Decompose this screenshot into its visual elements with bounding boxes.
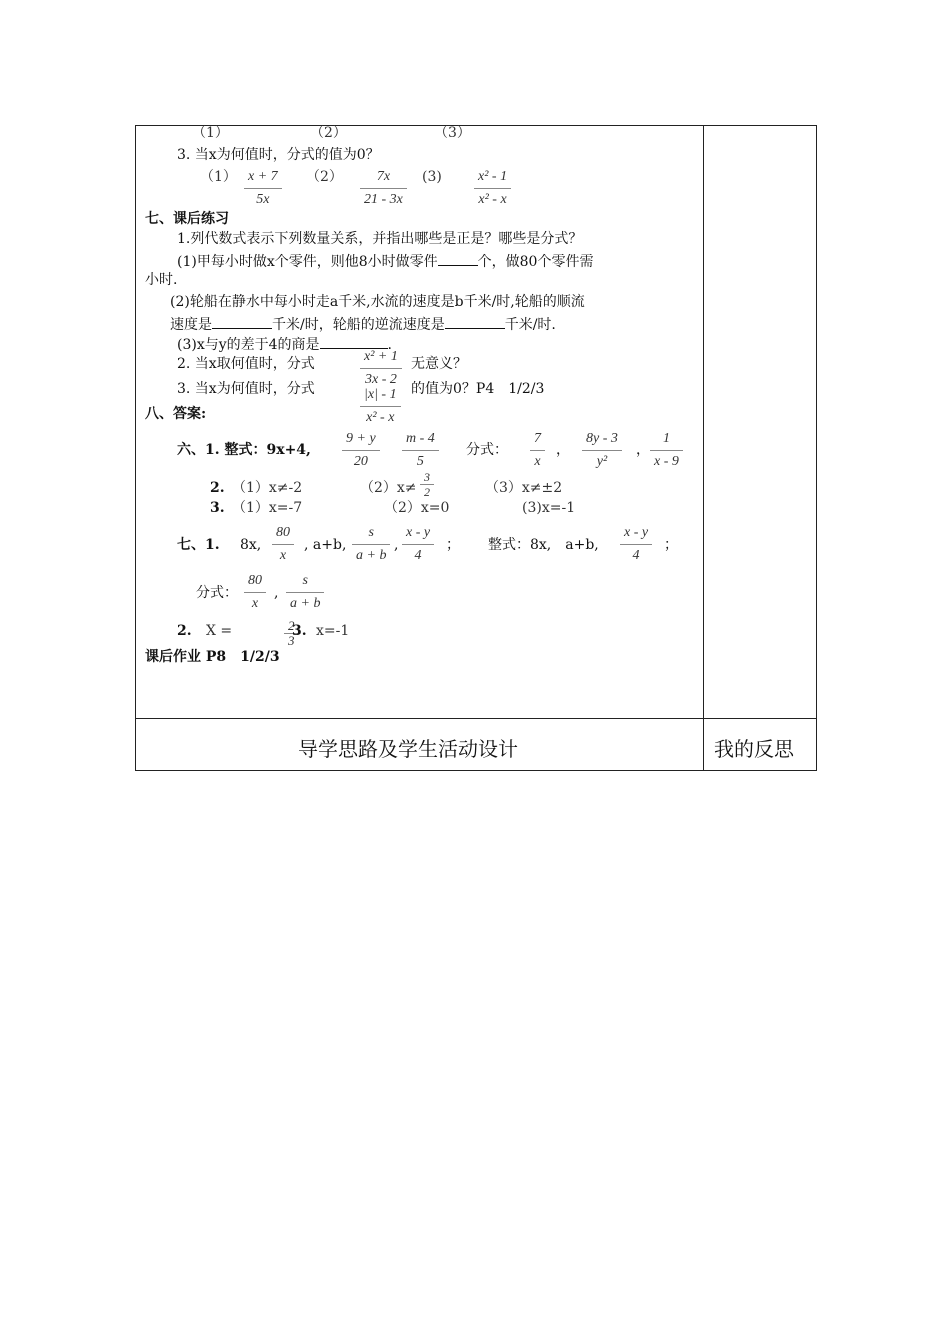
answer-7-fraction-1 (272, 524, 294, 565)
q3-fraction-1 (244, 168, 282, 209)
text: . (387, 337, 392, 353)
denominator: x (279, 548, 287, 563)
exercise-1-2: (2)轮船在静水中每小时走a千米,水流的速度是b千米/时,轮船的顺流 (170, 294, 585, 310)
answer-7-fraction-2 (352, 524, 390, 565)
text: 六、1. 整式：9x+4, (177, 442, 311, 458)
exercise-1: 1.列代数式表示下列数量关系，并指出哪些是正是？哪些是分式？ (177, 231, 583, 247)
numerator: 7 (534, 431, 541, 446)
section-7-heading: 七、课后练习 (145, 211, 229, 227)
q3-fraction-2 (360, 168, 407, 209)
answer-7-fraction-6 (286, 572, 324, 613)
option-2: （2） (310, 125, 347, 141)
denominator: a + b (356, 548, 387, 563)
answer-6-3a: （1）x=-7 (232, 500, 303, 516)
footer-right-heading: 我的反思 (714, 737, 794, 761)
numerator: 1 (662, 431, 670, 446)
denominator: 21 - 3x (364, 192, 403, 207)
answer-7-1-label: 七、1. (177, 537, 220, 553)
numerator: x - y (624, 525, 649, 540)
exercise-3-text: 3. 当x为何值时，分式 (177, 381, 315, 397)
numerator: x² - 1 (478, 169, 508, 184)
denominator: 3 (288, 633, 295, 648)
numerator: x² + 1 (364, 349, 398, 364)
q3-fraction-3 (474, 168, 511, 209)
answer-6-3-label: 3. (210, 500, 225, 516)
numerator: s (368, 525, 374, 540)
answer-6-2b-fraction (420, 471, 434, 498)
answer-6-3b: （2）x=0 (384, 500, 450, 516)
q3-label-2: （2） (306, 169, 343, 185)
denominator: 5x (256, 192, 270, 207)
homework-note: 课后作业 P8 1/2/3 (145, 649, 280, 665)
answer-7-2a: X = (206, 623, 233, 639)
denominator: x (251, 596, 259, 611)
option-1: （1） (192, 125, 229, 141)
numerator: 3 (424, 470, 430, 484)
answer-7-b: , a+b, (304, 537, 347, 553)
answer-7-fraction-5 (244, 572, 266, 613)
text: 速度是 (170, 317, 212, 333)
numerator: x + 7 (248, 169, 278, 184)
option-3: （3） (434, 125, 471, 141)
answer-6-2b: （2）x≠ (360, 480, 417, 496)
denominator: x² - x (366, 410, 395, 425)
numerator: m - 4 (406, 431, 435, 446)
exercise-3-fraction (360, 386, 401, 427)
denominator: 3x - 2 (364, 372, 397, 387)
denominator: y² (596, 454, 608, 469)
numerator: x - y (406, 525, 431, 540)
exercise-2-text: 2. 当x取何值时，分式 (177, 356, 315, 372)
answer-6-fraction-3 (530, 430, 545, 471)
answer-6-fraction-4 (582, 430, 622, 471)
exercise-2-suffix: 无意义？ (411, 356, 467, 372)
numerator: 9 + y (346, 431, 376, 446)
answer-7-2-label: 2. (177, 623, 192, 639)
answer-blank (438, 251, 478, 266)
answer-7-fraction-label: 分式： (196, 585, 238, 601)
answer-6-fraction-1 (342, 430, 380, 471)
answer-blank (320, 334, 388, 349)
separator: , (274, 585, 279, 601)
numerator: 2 (288, 618, 295, 633)
answer-7-fraction-3 (402, 524, 434, 565)
section-8-heading: 八、答案: (145, 406, 207, 422)
denominator: 4 (414, 548, 422, 563)
question-3-text: 3. 当x为何值时，分式的值为0？ (177, 147, 380, 163)
text: 千米/时，轮船的逆流速度是 (272, 317, 445, 333)
answer-6-1-label (177, 441, 311, 459)
q3-label-1: （1） (200, 169, 237, 185)
q3-label-3: (3) (422, 169, 442, 185)
separator: ， (556, 442, 570, 458)
numerator: 7x (376, 169, 391, 184)
exercise-1-1-cont: 小时. (145, 272, 178, 288)
text: (3)x与y的差于4的商是 (177, 337, 320, 353)
numerator: 8y - 3 (586, 431, 618, 446)
denominator: x² - x (478, 192, 507, 207)
separator: ； (664, 537, 678, 553)
text: 个，做80个零件需 (477, 254, 594, 270)
text: 千米/时. (504, 317, 556, 333)
denominator: a + b (290, 596, 321, 611)
answer-7-integer-label: 整式：8x, a+b, (488, 537, 599, 553)
denominator: 5 (416, 454, 424, 469)
answer-6-2c: （3）x≠±2 (485, 480, 563, 496)
denominator: x (534, 454, 541, 469)
answer-blank (212, 314, 272, 329)
separator: ， (636, 442, 650, 458)
text: (1)甲每小时做x个零件，则他8小时做零件 (177, 254, 438, 270)
denominator: 2 (424, 485, 430, 499)
answer-7-fraction-4 (620, 524, 652, 565)
exercise-2-fraction (360, 348, 402, 389)
answer-7-3-label: 3. (292, 623, 307, 639)
answer-6-fraction-label: 分式： (466, 442, 508, 458)
numerator: |x| - 1 (364, 387, 397, 402)
separator: , (394, 537, 399, 553)
answer-6-2a: （1）x≠-2 (232, 480, 303, 496)
separator: ； (446, 537, 460, 553)
denominator: x - 9 (654, 454, 679, 469)
numerator: 80 (276, 525, 290, 540)
numerator: 80 (248, 573, 262, 588)
denominator: 4 (632, 548, 640, 563)
answer-6-2-label: 2. (210, 480, 225, 496)
exercise-3-suffix: 的值为0？P4 1/2/3 (411, 381, 545, 397)
answer-6-fraction-2 (402, 430, 439, 471)
answer-6-3c: (3)x=-1 (522, 500, 576, 516)
footer-left-heading: 导学思路及学生活动设计 (298, 737, 518, 761)
exercise-1-1 (177, 251, 593, 271)
answer-7-3a: x=-1 (316, 623, 350, 639)
answer-7-a: 8x, (240, 537, 262, 553)
table-row-divider (135, 718, 816, 719)
table-column-divider (703, 125, 704, 770)
exercise-1-2-cont (170, 314, 556, 334)
answer-6-fraction-5 (650, 430, 683, 471)
numerator: s (302, 573, 308, 588)
answer-blank (445, 314, 505, 329)
denominator: 20 (353, 454, 368, 469)
